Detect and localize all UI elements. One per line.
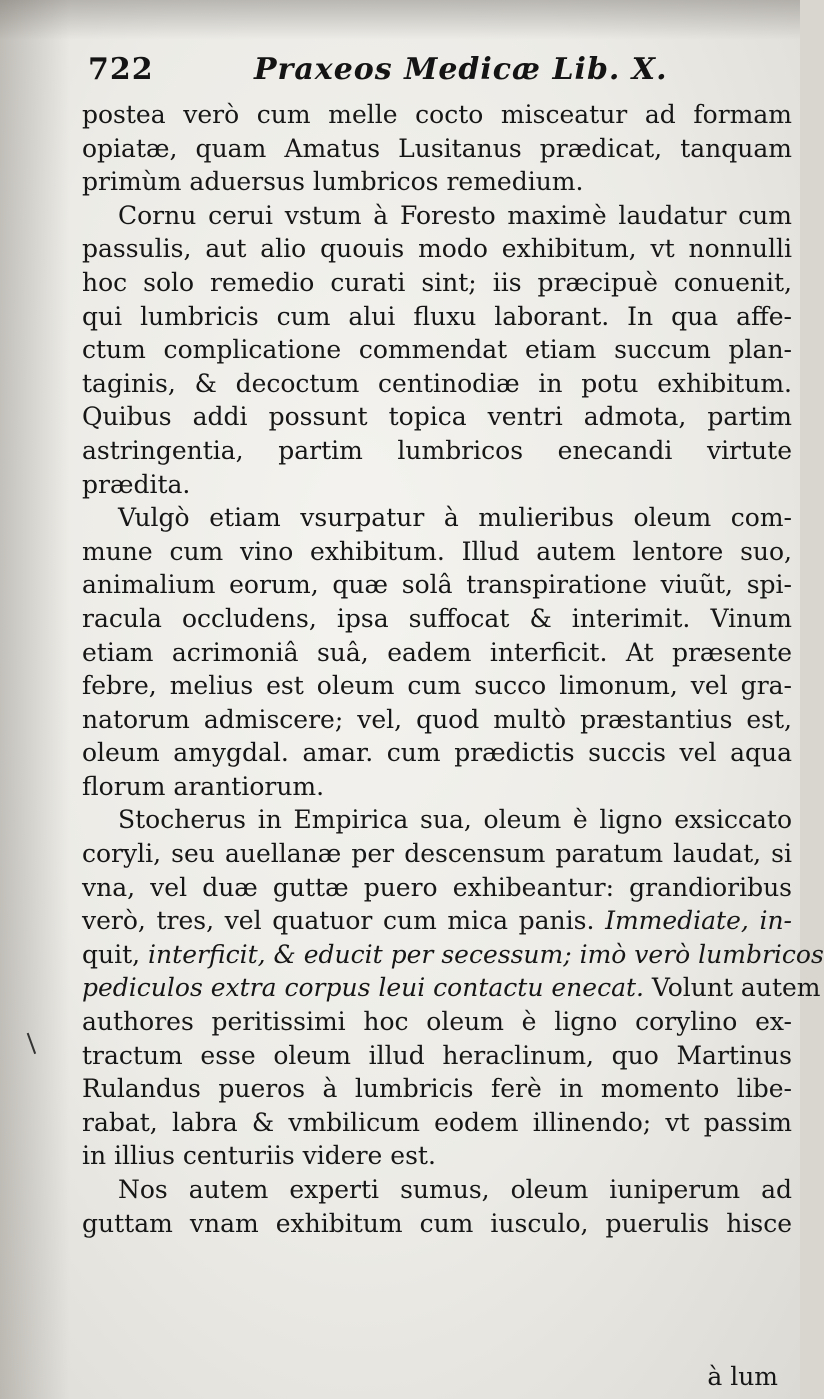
body-text	[82, 98, 824, 1240]
page-number: 722	[88, 52, 154, 87]
text-line: authores peritissimi hoc oleum è ligno corylino ex-	[82, 1007, 792, 1037]
text-line: natorum admiscere; vel, quod multò præstantius est,	[82, 704, 792, 734]
text-line: oleum amygdal. amar. cum prædictis succis vel aqua	[82, 738, 792, 768]
text-line: in illius centuriis videre est.	[82, 1141, 436, 1171]
text-line: qui lumbricis cum alui fluxu laborant. In qua affe-	[82, 301, 792, 331]
text-line: racula occludens, ipsa suffocat & interimit. Vinum	[82, 603, 792, 633]
text-line: febre, melius est oleum cum succo limonum, vel gra-	[82, 671, 792, 701]
text-line: pediculos extra corpus leui contactu enecat. Volunt autem	[82, 973, 821, 1003]
text-line: postea verò cum melle cocto misceatur ad formam	[82, 100, 792, 129]
text-line: taginis, & decoctum centinodiæ in potu exhibitum.	[82, 368, 792, 398]
text-line: animalium eorum, quæ solâ transpiratione viuũt, spi-	[82, 570, 792, 600]
catchword: à lum	[707, 1362, 778, 1391]
text-line: guttam vnam exhibitum cum iusculo, puerulis hisce	[82, 1208, 792, 1238]
text-line: primùm aduersus lumbricos remedium.	[82, 167, 584, 197]
text-line: Vulgò etiam vsurpatur à mulieribus oleum com-	[118, 503, 792, 533]
text-line: tractum esse oleum illud heraclinum, quo Martinus	[82, 1040, 792, 1070]
text-line: coryli, seu auellanæ per descensum paratum laudat, si	[82, 839, 792, 869]
page-header	[88, 52, 688, 92]
text-line: Cornu cerui vstum à Foresto maximè laudatur cum	[118, 200, 792, 230]
text-line: vna, vel duæ guttæ puero exhibeantur: grandioribus	[82, 872, 792, 902]
text-line: etiam acrimoniâ suâ, eadem interficit. At præsente	[82, 637, 792, 667]
text-line: florum arantiorum.	[82, 771, 325, 801]
text-line: Stocherus in Empirica sua, oleum è ligno exsiccato	[118, 805, 792, 835]
text-line: Quibus addi possunt topica ventri admota, partim	[82, 402, 792, 432]
text-line: mune cum vino exhibitum. Illud autem lentore suo,	[82, 536, 792, 566]
page-gutter-shadow	[0, 0, 70, 1399]
text-line: prædita.	[82, 469, 191, 499]
text-line: opiatæ, quam Amatus Lusitanus prædicat, tanquam	[82, 133, 792, 163]
text-line: ctum complicatione commendat etiam succum plan-	[82, 335, 792, 365]
running-head: Praxeos Medicæ Lib. X.	[254, 52, 668, 87]
text-line: quit, interficit, & educit per secessum; imò verò lumbricos	[82, 939, 824, 969]
text-line: Nos autem experti sumus, oleum iuniperum ad	[118, 1175, 792, 1204]
text-line: passulis, aut alio quouis modo exhibitum, vt nonnulli	[82, 234, 792, 264]
text-line: astringentia, partim lumbricos enecandi virtute	[82, 435, 792, 465]
text-line: Rulandus pueros à lumbricis ferè in momento libe-	[82, 1074, 792, 1104]
text-line: verò, tres, vel quatuor cum mica panis. Immediate, in-	[82, 906, 793, 936]
text-line: hoc solo remedio curati sint; iis præcipuè conuenit,	[82, 267, 792, 297]
page-top-shadow	[0, 0, 800, 40]
text-line: rabat, labra & vmbilicum eodem illinendo; vt passim	[82, 1107, 792, 1137]
